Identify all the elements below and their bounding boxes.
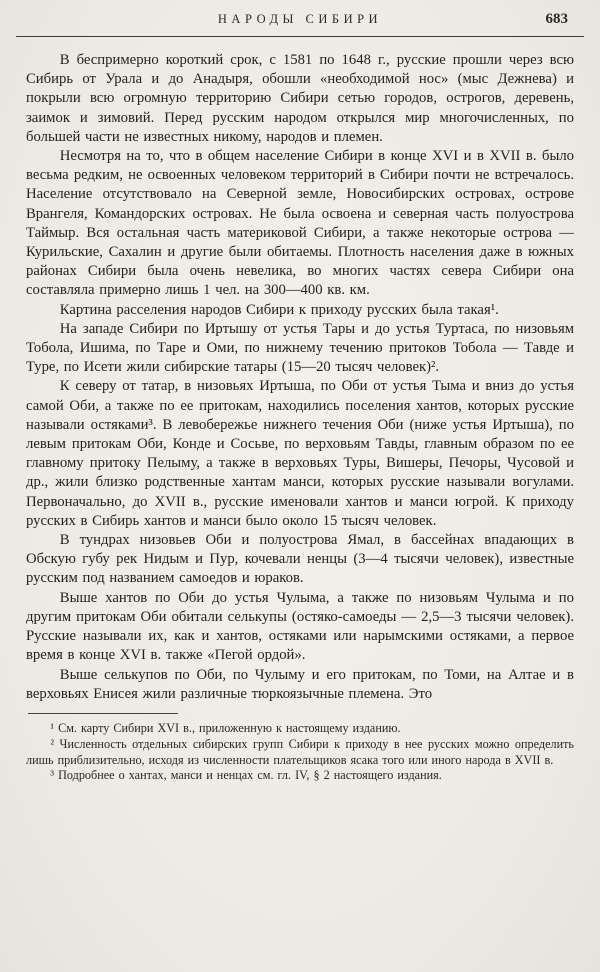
- paragraph-1: В беспримерно короткий срок, с 1581 по 1648 г., русские прошли через всю Сибирь от Урала и до Анадыря, обошли «необходимой нос» (мыс Дежнева) и покрыли всю огромную территорию Сибири сетью городов, острогов, деревень, заимок и зимовий. Перед русским народом открылся мир многочисленных, по большей части не известных никому, народов и племен.: [26, 52, 574, 145]
- running-head: [26, 12, 574, 34]
- paragraph-4: На западе Сибири по Иртышу от устья Тары и до устья Туртаса, по низовьям Тобола, Ишима, по Таре и Оми, по нижнему течению притоков Тобола — Тавде и Туре, по Исети жили сибирские татары (15—20 тысяч человек)².: [26, 320, 574, 376]
- page-body: [26, 51, 574, 704]
- page-number: 683: [545, 11, 568, 27]
- footnote-2: ² Численность отдельных сибирских групп Сибири к приходу в нее русских можно определить лишь приблизительно, исходя из численности плательщиков ясака того или иного народа в XVII в.: [26, 736, 574, 767]
- paragraph-6: В тундрах низовьев Оби и полуострова Ямал, в бассейнах впадающих в Обскую губу рек Нидым и Пур, кочевали ненцы (3—4 тысячи человек), известные русским под названием самоедов и юраков.: [26, 532, 574, 587]
- paragraph-5: К северу от татар, в низовьях Иртыша, по Оби от устья Тыма и вниз до устья самой Оби, а также по ее притокам, находились поселения хантов, которых русские называли остяками³. В левобережье нижнего течения Оби (ниже устья Иртыша), по левым притокам Оби, Конде и Сосьве, по верховьям Тавды, главным образом по ее главному притоку Пелыму, а также в верховьях Туры, Вишеры, Печоры, Чусовой и др., жили близко родственные хантам манси, которых русские называли вогулами. Первоначально, до XVII в., русские именовали хантов и манси югрой. К приходу русских в Сибирь хантов и манси было около 15 тысяч человек.: [26, 378, 574, 529]
- footnote-3: ³ Подробнее о хантах, манси и ненцах см. гл. IV, § 2 настоящего издания.: [50, 768, 442, 783]
- footnotes: [26, 721, 574, 784]
- paragraph-2: Несмотря на то, что в общем население Сибири в конце XVI и в XVII в. было весьма редким, не освоенных человеком территорий в Сибири почти не встречалось. Население отсутствовало на Северной земле, Новосибирских островах, острове Врангеля, Командорских островах. Не была освоена и северная часть полуострова Таймыр. Вся остальная часть материковой Сибири, а также некоторые острова — Курильские, Сахалин и другие были обитаемы. Плотность населения даже в южных районах Сибири была очень невелика, во многих частях севера Сибири она составляла примерно лишь 1 чел. на 300—400 кв. км.: [26, 148, 574, 299]
- header-rule: [16, 36, 584, 37]
- footnote-rule: [28, 713, 178, 714]
- running-title: НАРОДЫ СИБИРИ: [217, 12, 383, 26]
- paragraph-7: Выше хантов по Оби до устья Чулыма, а также по низовьям Чулыма и по другим притокам Оби обитали селькупы (остяко-самоеды — 2,5—3 тысячи человек). Русские называли их, как и хантов, остяками или нарымскими остяками, а первое время в конце XVI в. также «Пегой ордой».: [26, 589, 574, 664]
- paragraph-3: Картина расселения народов Сибири к приходу русских была такая¹.: [59, 301, 499, 318]
- footnote-1: ¹ См. карту Сибири XVI в., приложенную к настоящему изданию.: [50, 720, 401, 735]
- paragraph-8: Выше селькупов по Оби, по Чулыму и его притокам, по Томи, на Алтае и в верховьях Енисея жили различные тюркоязычные племена. Это: [26, 666, 574, 702]
